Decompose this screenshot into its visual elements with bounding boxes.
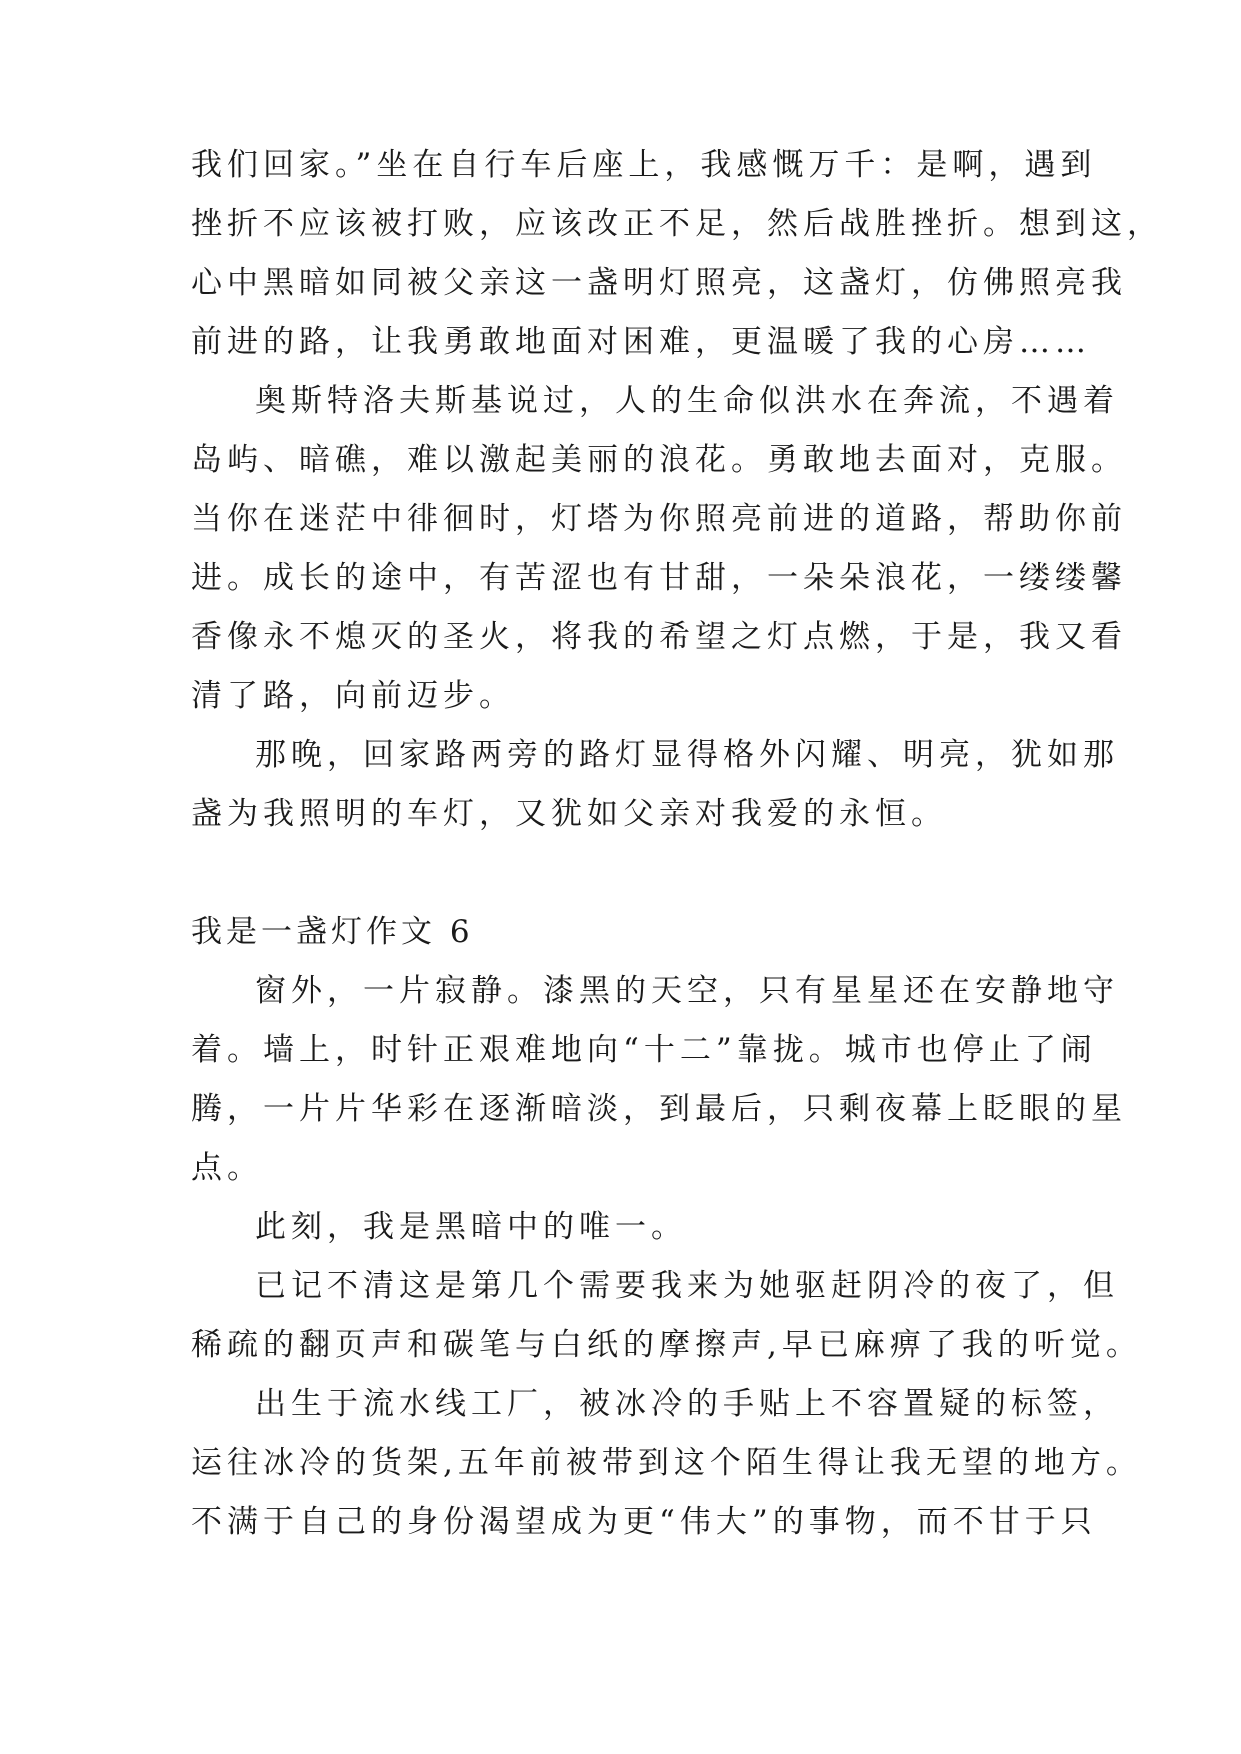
text-line: 运往冰冷的货架,五年前被带到这个陌生得让我无望的地方。 [191, 1445, 1142, 1481]
text-line: 点。 [191, 1150, 263, 1186]
text-line: 此刻，我是黑暗中的唯一。 [255, 1209, 687, 1245]
text-line: 盏为我照明的车灯，又犹如父亲对我爱的永恒。 [191, 796, 947, 832]
text-line: 窗外，一片寂静。漆黑的天空，只有星星还在安静地守 [255, 973, 1119, 1009]
text-line: 岛屿、暗礁，难以激起美丽的浪花。勇敢地去面对，克服。 [191, 442, 1127, 478]
essay-continuation [191, 136, 1163, 844]
text-line: 那晚，回家路两旁的路灯显得格外闪耀、明亮，犹如那 [255, 737, 1119, 773]
text-line: 腾，一片片华彩在逐渐暗淡，到最后，只剩夜幕上眨眼的星 [191, 1091, 1127, 1127]
text-line: 我们回家。”坐在自行车后座上，我感慨万千：是啊，遇到 [191, 147, 1097, 183]
text-line: 已记不清这是第几个需要我来为她驱赶阴冷的夜了，但 [255, 1268, 1119, 1304]
text-line: 挫折不应该被打败，应该改正不足，然后战胜挫折。想到这， [191, 206, 1163, 242]
text-line: 进。成长的途中，有苦涩也有甘甜，一朵朵浪花，一缕缕馨 [191, 560, 1127, 596]
text-line: 心中黑暗如同被父亲这一盏明灯照亮，这盏灯，仿佛照亮我 [191, 265, 1127, 301]
text-line: 不满于自己的身份渴望成为更“伟大”的事物，而不甘于只 [191, 1504, 1097, 1540]
text-line: 出生于流水线工厂，被冰冷的手贴上不容置疑的标签， [255, 1386, 1119, 1422]
text-line: 前进的路，让我勇敢地面对困难，更温暖了我的心房…… [191, 324, 1091, 360]
text-line: 奥斯特洛夫斯基说过，人的生命似洪水在奔流，不遇着 [255, 383, 1119, 419]
essay-6 [191, 903, 1142, 1552]
text-line: 稀疏的翻页声和碳笔与白纸的摩擦声,早已麻痹了我的听觉。 [191, 1327, 1142, 1363]
text-line: 着。墙上，时针正艰难地向“十二”靠拢。城市也停止了闹 [191, 1032, 1097, 1068]
text-line: 清了路，向前迈步。 [191, 678, 515, 714]
text-line: 香像永不熄灭的圣火，将我的希望之灯点燃，于是，我又看 [191, 619, 1127, 655]
text-line: 当你在迷茫中徘徊时，灯塔为你照亮前进的道路，帮助你前 [191, 501, 1127, 537]
essay-heading: 我是一盏灯作文 6 [191, 914, 474, 950]
